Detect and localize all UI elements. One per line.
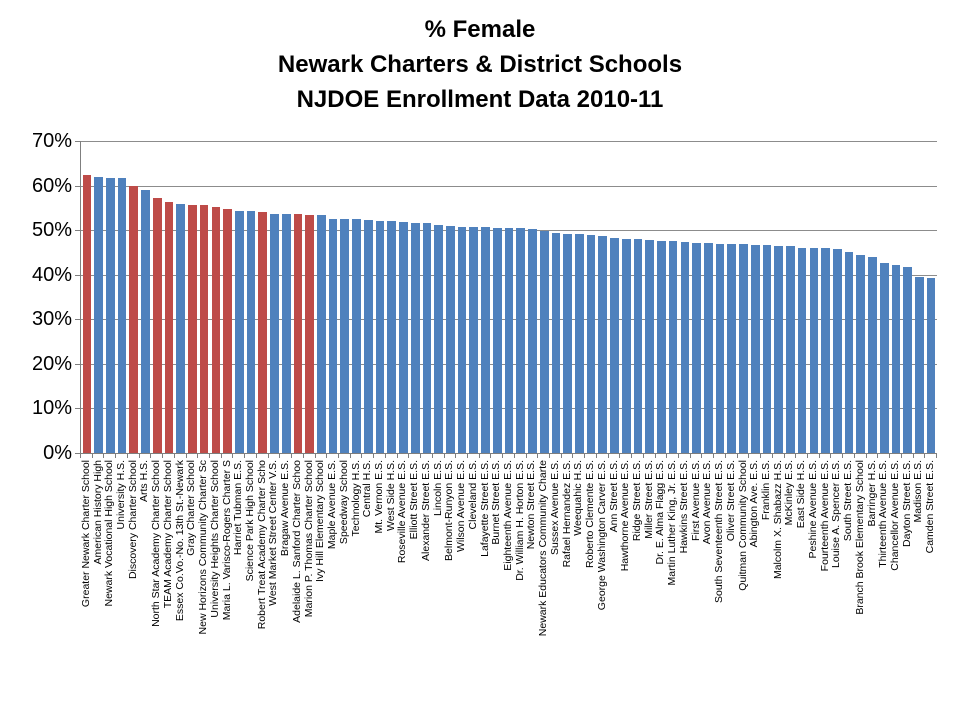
bar [270, 214, 279, 453]
y-tick-label: 10% [31, 397, 72, 420]
x-tick-mark [244, 454, 245, 458]
bar [329, 219, 338, 453]
x-tick-mark [92, 454, 93, 458]
x-tick-label: South Street E.S. [842, 460, 855, 542]
bar [880, 263, 889, 453]
x-tick-mark [748, 454, 749, 458]
bar [786, 246, 795, 453]
x-tick-mark [572, 454, 573, 458]
x-tick-label: Oliver Street E.S. [724, 460, 737, 542]
bar [212, 207, 221, 453]
x-tick-mark [619, 454, 620, 458]
x-tick-label: Central H.S. [361, 460, 374, 518]
x-tick-label: Ridge Street E.S. [630, 460, 643, 542]
x-tick-label: West Side H.S. [384, 460, 397, 531]
x-tick-label: University Heights Charter School [208, 460, 221, 618]
x-tick-label: McKinley E.S. [783, 460, 796, 526]
x-tick-label: Thirteenth Avenue E.S. [877, 460, 890, 568]
x-tick-label: Hawthorne Avenue E.S. [619, 460, 632, 572]
bar [305, 215, 314, 453]
x-tick-mark [361, 454, 362, 458]
bar [423, 223, 432, 453]
x-tick-mark [502, 454, 503, 458]
bar [176, 204, 185, 453]
bar [223, 209, 232, 453]
x-tick-label: Martin Luther King, Jr. E.S. [666, 460, 679, 586]
x-tick-label: Speedway School [337, 460, 350, 545]
x-tick-mark [701, 454, 702, 458]
x-tick-mark [221, 454, 222, 458]
bar [340, 219, 349, 453]
bar [235, 211, 244, 453]
bar [141, 190, 150, 453]
x-tick-label: University H.S. [115, 460, 128, 530]
bar [505, 228, 514, 453]
x-tick-mark [784, 454, 785, 458]
bar [915, 277, 924, 454]
bar [94, 177, 103, 453]
x-tick-mark [807, 454, 808, 458]
x-tick-label: Dr. E. Alma Flagg E.S. [654, 460, 667, 565]
x-tick-label: Lafayette Street E.S. [478, 460, 491, 557]
x-tick-mark [103, 454, 104, 458]
bar [903, 267, 912, 453]
x-tick-mark [444, 454, 445, 458]
bar [681, 242, 690, 453]
x-tick-label: Roberto Clemente E.S. [584, 460, 597, 568]
x-tick-label: Belmont-Runyon E.S. [443, 460, 456, 561]
bar [540, 231, 549, 453]
bar [634, 239, 643, 453]
bar [469, 227, 478, 453]
bar [927, 278, 936, 453]
x-tick-mark [467, 454, 468, 458]
x-tick-label: Eighteenth Avenue E.S. [502, 460, 514, 571]
bar [856, 255, 865, 453]
y-tick-label: 0% [43, 442, 72, 464]
x-tick-label: Newark Educators Community Charte [537, 460, 550, 637]
x-tick-label: West Market Street Center V.S. [267, 460, 280, 606]
bar [774, 246, 783, 453]
x-tick-mark [80, 454, 81, 458]
x-tick-mark [889, 454, 890, 458]
x-tick-mark [279, 454, 280, 458]
x-tick-mark [690, 454, 691, 458]
x-tick-mark [584, 454, 585, 458]
bar [294, 214, 303, 453]
bar [798, 248, 807, 453]
x-tick-mark [913, 454, 914, 458]
x-tick-mark [326, 454, 327, 458]
bar [751, 245, 760, 453]
x-tick-label: Bragaw Avenue E.S. [279, 460, 292, 557]
x-tick-label: Discovery Charter School [126, 460, 139, 580]
bar [153, 198, 162, 453]
bar [821, 248, 830, 453]
x-tick-label: Robert Treat Academy Charter Scho [255, 460, 268, 630]
bar [411, 223, 420, 453]
x-tick-label: Chancellor Avenue E.S. [888, 460, 901, 571]
x-tick-label: Weequahic H.S. [572, 460, 585, 536]
bar [845, 252, 854, 453]
x-tick-label: Fourteenth Avenue E.S. [818, 460, 831, 572]
bar [481, 227, 490, 453]
bar [727, 244, 736, 453]
x-tick-label: TEAM Academy Charter School [161, 460, 174, 609]
bar [622, 239, 631, 453]
x-tick-mark [373, 454, 374, 458]
bar [165, 202, 174, 453]
x-tick-label: Dr. William H. Horton E.S. [513, 460, 526, 581]
x-tick-label: Rafael Hernandez E.S. [560, 460, 573, 568]
x-tick-label: Franklin E.S. [759, 460, 772, 521]
x-tick-mark [713, 454, 714, 458]
gridline-70 [81, 141, 937, 142]
x-tick-mark [186, 454, 187, 458]
bar [868, 257, 877, 453]
x-tick-label: Mt. Vernon E.S. [373, 460, 385, 534]
x-tick-label: Sussex Avenue E.S. [548, 460, 561, 555]
x-tick-mark [455, 454, 456, 458]
bar [458, 227, 467, 453]
bar [892, 265, 901, 453]
bar [106, 178, 115, 453]
x-tick-mark [842, 454, 843, 458]
x-tick-mark [819, 454, 820, 458]
x-tick-mark [162, 454, 163, 458]
x-tick-label: Branch Brook Elementary School [853, 460, 866, 615]
bar [188, 205, 197, 453]
x-tick-label: New Horizons Community Charter Sc [197, 460, 210, 635]
x-tick-label: North Star Academy Charter School [150, 460, 163, 627]
x-tick-label: Elliott Street E.S. [408, 460, 421, 540]
x-tick-mark [385, 454, 386, 458]
x-tick-label: Ann Street E.S. [607, 460, 620, 533]
x-tick-label: Maria L. Varisco-Rogers Charter S [220, 460, 233, 621]
x-tick-mark [115, 454, 116, 458]
bar [516, 228, 525, 453]
x-tick-mark [315, 454, 316, 458]
x-tick-mark [303, 454, 304, 458]
x-tick-label: American History High [91, 460, 104, 565]
x-tick-mark [174, 454, 175, 458]
x-tick-mark [608, 454, 609, 458]
bar [692, 243, 701, 453]
gridline-60 [81, 186, 937, 187]
x-tick-label: Avon Avenue E.S. [701, 460, 714, 545]
x-tick-mark [209, 454, 210, 458]
bar [258, 212, 267, 453]
x-tick-label: Marion P. Thomas Charter School [302, 460, 315, 618]
x-tick-mark [338, 454, 339, 458]
x-tick-mark [479, 454, 480, 458]
x-tick-label: Newton Street E.S. [525, 460, 538, 550]
x-tick-mark [866, 454, 867, 458]
x-tick-mark [760, 454, 761, 458]
bar [716, 244, 725, 453]
x-tick-mark [666, 454, 667, 458]
x-tick-label: Technology H.S. [349, 460, 362, 537]
bar [364, 220, 373, 453]
bar [434, 225, 443, 453]
x-tick-label: Lincoln E.S. [431, 460, 444, 517]
x-tick-mark [830, 454, 831, 458]
bar [352, 219, 361, 453]
bar [129, 186, 138, 453]
x-tick-label: South Seventeenth Street E.S. [713, 460, 726, 604]
chart-title-line-1: % Female [424, 16, 536, 43]
x-tick-mark [854, 454, 855, 458]
x-tick-label: Madison E.S. [912, 460, 925, 523]
bar [810, 248, 819, 453]
x-tick-label: Barringer H.S. [865, 460, 878, 527]
bar [552, 233, 561, 453]
x-tick-label: Hawkins Street E.S. [677, 460, 690, 554]
x-tick-label: Adelaide L. Sanford Charter Schoo [290, 460, 303, 623]
x-tick-mark [150, 454, 151, 458]
x-tick-label: Arts H.S. [138, 460, 151, 503]
x-tick-label: Dayton Street E.S. [900, 460, 913, 547]
bar [317, 215, 326, 453]
bar [200, 205, 209, 453]
x-tick-label: Essex Co.Vo.-No. 13th St.-Newark [173, 460, 186, 622]
bar [387, 221, 396, 453]
y-tick-label: 20% [31, 352, 72, 375]
x-tick-mark [256, 454, 257, 458]
x-tick-mark [737, 454, 738, 458]
y-tick-label: 50% [31, 219, 72, 242]
bar [83, 175, 92, 453]
x-tick-mark [268, 454, 269, 458]
chart-title [0, 12, 960, 117]
x-tick-label: Peshine Avenue E.S. [806, 460, 819, 559]
x-tick-mark [537, 454, 538, 458]
x-tick-label: Louise A. Spencer E.S. [830, 460, 843, 568]
x-tick-label: Wilson Avenue E.S. [455, 460, 468, 553]
x-tick-label: Cleveland E.S. [466, 460, 479, 530]
x-tick-mark [397, 454, 398, 458]
x-tick-label: Roseville Avenue E.S. [396, 460, 409, 564]
x-tick-label: Abington Ave. E.S. [748, 460, 761, 548]
x-tick-mark [197, 454, 198, 458]
x-tick-label: Maple Avenue E.S. [326, 460, 339, 550]
bar [669, 241, 678, 453]
x-tick-mark [901, 454, 902, 458]
x-tick-label: George Washington Carver E.S. [595, 460, 608, 611]
x-tick-mark [549, 454, 550, 458]
x-tick-mark [655, 454, 656, 458]
x-tick-label: Alexander Street E.S. [419, 460, 432, 561]
x-tick-label: Harriet Tubman E.S. [232, 460, 245, 556]
x-tick-mark [490, 454, 491, 458]
x-tick-label: Quitman Community School [736, 460, 749, 591]
chart-title-line-2: Newark Charters & District Schools [277, 51, 683, 78]
bar [247, 211, 256, 453]
y-tick-label: 40% [31, 263, 72, 286]
x-tick-label: Malcolm X. Shabazz H.S. [771, 460, 784, 580]
bar [446, 226, 455, 453]
x-tick-mark [877, 454, 878, 458]
x-tick-mark [561, 454, 562, 458]
x-tick-mark [526, 454, 527, 458]
bar [587, 235, 596, 453]
bar [493, 228, 502, 453]
bar [610, 238, 619, 453]
x-tick-label: First Avenue E.S. [689, 460, 702, 541]
x-tick-mark [232, 454, 233, 458]
chart-title-line-3: NJDOE Enrollment Data 2010-11 [296, 86, 664, 113]
bar [598, 236, 607, 454]
bar [657, 241, 666, 453]
bar [704, 243, 713, 453]
bar [833, 249, 842, 453]
x-tick-label: Camden Street E.S. [924, 460, 937, 554]
bar [645, 240, 654, 453]
x-tick-mark [350, 454, 351, 458]
x-tick-mark [127, 454, 128, 458]
x-tick-label: East Side H.S. [795, 460, 808, 529]
x-tick-mark [795, 454, 796, 458]
x-tick-label: Burnet Street E.S. [490, 460, 503, 545]
x-tick-label: Miller Street E.S. [642, 460, 655, 539]
x-tick-mark [936, 454, 937, 458]
x-tick-mark [678, 454, 679, 458]
bar [118, 178, 127, 453]
bar [376, 221, 385, 453]
x-tick-mark [725, 454, 726, 458]
x-tick-mark [924, 454, 925, 458]
bar [563, 234, 572, 453]
x-tick-label: Science Park High School [244, 460, 257, 582]
x-tick-label: Ivy Hill Elementary School [314, 460, 327, 582]
x-tick-mark [631, 454, 632, 458]
x-tick-mark [772, 454, 773, 458]
x-tick-label: Greater Newark Charter School [79, 460, 92, 608]
bar [528, 229, 537, 453]
y-tick-label: 70% [31, 130, 72, 152]
x-tick-mark [432, 454, 433, 458]
x-tick-mark [139, 454, 140, 458]
x-tick-mark [643, 454, 644, 458]
x-tick-mark [420, 454, 421, 458]
x-tick-mark [596, 454, 597, 458]
x-tick-label: Gray Charter School [185, 460, 198, 556]
y-tick-label: 30% [31, 308, 72, 331]
y-tick-label: 60% [31, 174, 72, 197]
x-tick-label: Newark Vocational High School [103, 460, 116, 607]
bar [282, 214, 291, 453]
plot-area [80, 141, 937, 454]
x-tick-mark [291, 454, 292, 458]
bar [399, 222, 408, 453]
x-tick-mark [408, 454, 409, 458]
bar [763, 245, 772, 453]
x-tick-mark [514, 454, 515, 458]
bar [739, 244, 748, 453]
bar [575, 234, 584, 453]
